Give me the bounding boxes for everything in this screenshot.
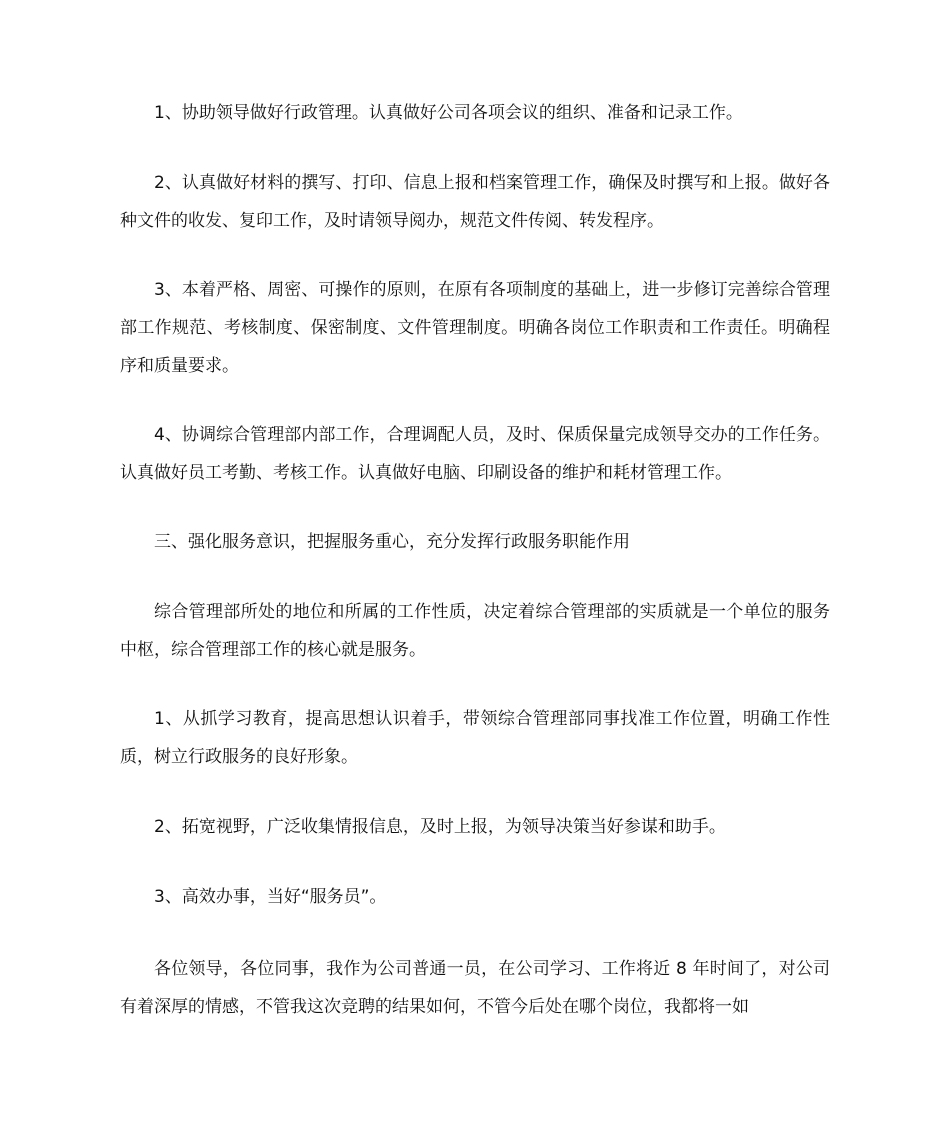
paragraph-item-4: 4、协调综合管理部内部工作，合理调配人员，及时、保质保量完成领导交办的工作任务。认真做好员工考勤、考核工作。认真做好电脑、印刷设备的维护和耗材管理工作。: [120, 425, 830, 483]
paragraph-item-3: 3、本着严格、周密、可操作的原则，在原有各项制度的基础上，进一步修订完善综合管理部工作规范、考核制度、保密制度、文件管理制度。明确各岗位工作职责和工作责任。明确程序和质量要求。: [120, 280, 830, 376]
paragraph-item-2: 2、认真做好材料的撰写、打印、信息上报和档案管理工作，确保及时撰写和上报。做好各种文件的收发、复印工作，及时请领导阅办，规范文件传阅、转发程序。: [120, 173, 830, 231]
paragraph-item-5: 1、从抓学习教育，提高思想认识着手，带领综合管理部同事找准工作位置，明确工作性质，树立行政服务的良好形象。: [120, 709, 830, 767]
paragraph-closing: 各位领导，各位同事，我作为公司普通一员，在公司学习、工作将近 8 年时间了，对公司有着深厚的情感，不管我这次竞聘的结果如何，不管今后处在哪个岗位，我都将一如: [120, 959, 830, 1017]
section-heading: 三、强化服务意识，把握服务重心，充分发挥行政服务职能作用: [154, 532, 630, 552]
paragraph-item-1: 1、协助领导做好行政管理。认真做好公司各项会议的组织、准备和记录工作。: [154, 103, 743, 123]
paragraph-intro: 综合管理部所处的地位和所属的工作性质，决定着综合管理部的实质就是一个单位的服务中枢，综合管理部工作的核心就是服务。: [120, 602, 830, 660]
paragraph-item-6: 2、拓宽视野，广泛收集情报信息，及时上报，为领导决策当好参谋和助手。: [154, 817, 726, 837]
paragraph-item-7: 3、高效办事，当好“服务员”。: [154, 887, 387, 907]
